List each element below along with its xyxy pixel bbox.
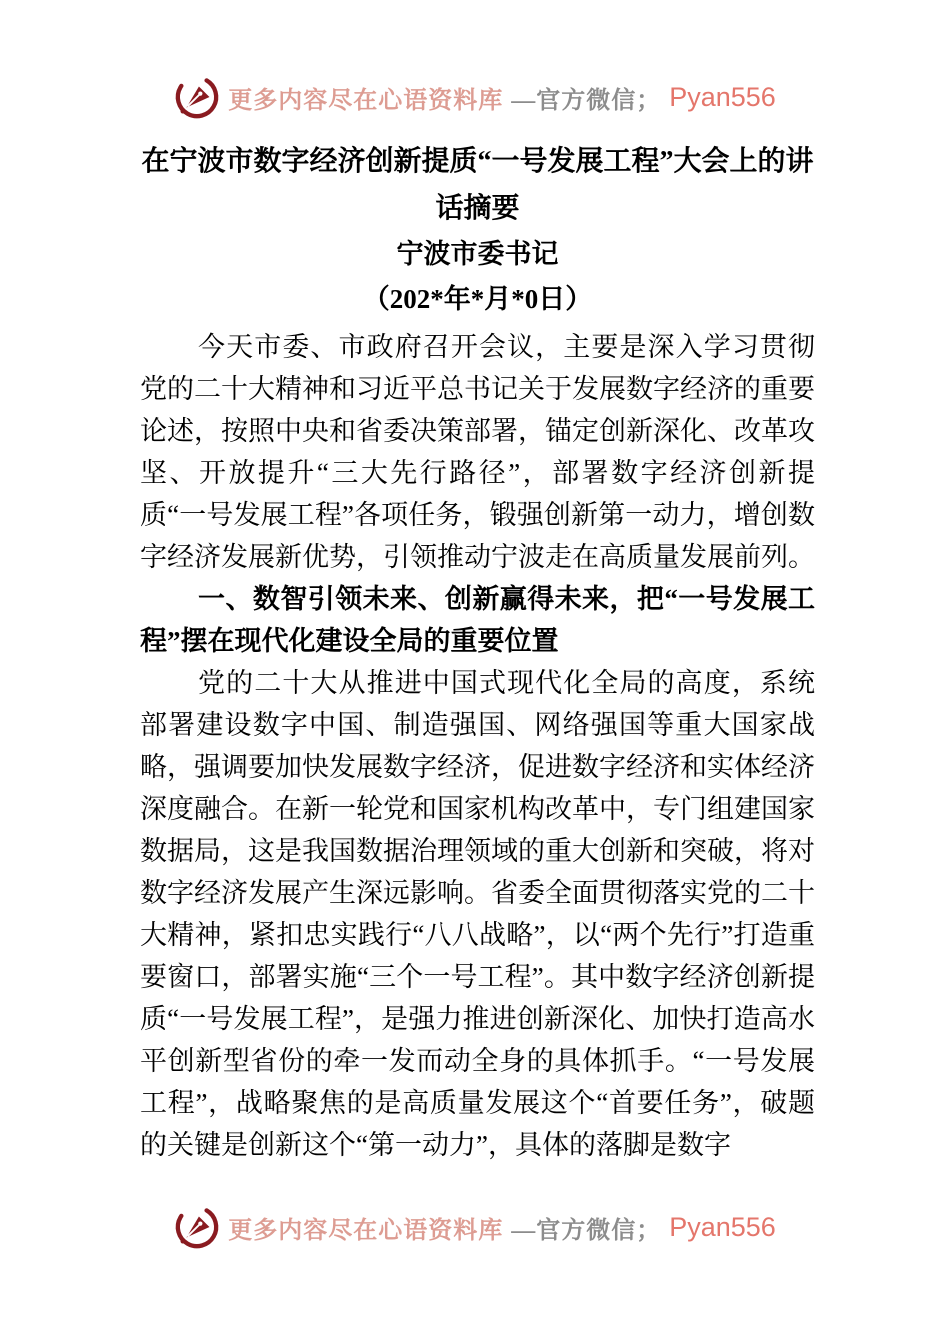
paragraph-section-1: 党的二十大从推进中国式现代化全局的高度，系统部署建设数字中国、制造强国、网络强国等重大国家战略，强调要加快发展数字经济，促进数字经济和实体经济深度融合。在新一轮党和国家机构改革中，专门组建国家数据局，这是我国数据治理领域的重大创新和突破，将对数字经济发展产生深远影响。省委全面贯彻落实党的二十大精神，紧扣忠实践行“八八战略”，以“两个先行”打造重要窗口，部署实施“三个一号工程”。其中数字经济创新提质“一号发展工程”，是强力推进创新深化、加快打造高水平创新型省份的牵一发而动全身的具体抓手。“一号发展工程”，战略聚焦的是高质量发展这个“首要任务”，破题的关键是创新这个“第一动力”，具体的落脚是数字 xyxy=(140,668,815,1160)
date-line: （202*年*月*0日） xyxy=(362,284,593,314)
watermark-separator-text: —官方微信； xyxy=(511,1217,662,1244)
paragraph-intro: 今天市委、市政府召开会议，主要是深入学习贯彻党的二十大精神和习近平总书记关于发展数字经济的重要论述，按照中央和省委决策部署，锚定创新深化、改革攻坚、开放提升“三大先行路径”，部署数字经济创新提质“一号发展工程”各项任务，锻强创新第一动力，增创数字经济发展新优势，引领推动宁波走在高质量发展前列。 xyxy=(140,332,815,572)
watermark-brand-text: 更多内容尽在心语资料库 xyxy=(228,1217,504,1244)
pen-nib-logo-icon xyxy=(174,1204,220,1250)
watermark-wechat-id: Pyan556 xyxy=(669,1211,776,1242)
section-heading-1: 一、数智引领未来、创新赢得未来，把“一号发展工程”摆在现代化建设全局的重要位置 xyxy=(140,584,815,656)
document-title: 在宁波市数字经济创新提质“一号发展工程”大会上的讲话摘要 xyxy=(141,146,814,224)
watermark-wechat-id: Pyan556 xyxy=(669,81,776,112)
header-watermark xyxy=(0,74,950,120)
pen-nib-logo-icon xyxy=(174,74,220,120)
author-line: 宁波市委书记 xyxy=(396,239,559,269)
document-body xyxy=(140,326,815,1166)
footer-watermark xyxy=(0,1204,950,1250)
watermark-separator-text: —官方微信； xyxy=(511,87,662,114)
watermark-brand-text: 更多内容尽在心语资料库 xyxy=(228,87,504,114)
